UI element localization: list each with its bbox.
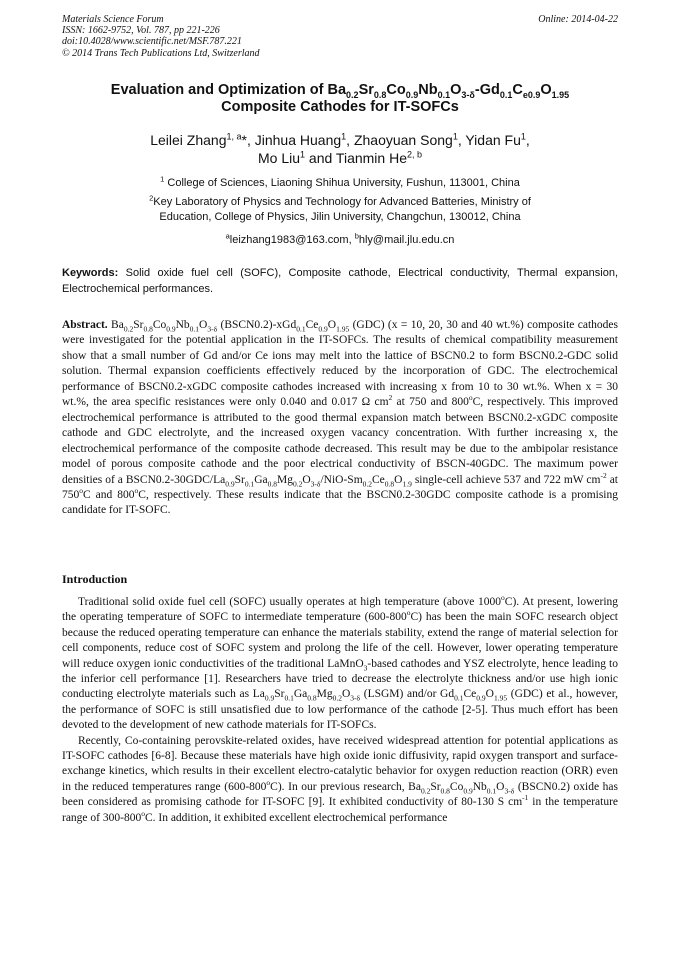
keywords-text: Solid oxide fuel cell (SOFC), Composite cathode, Electrical conductivity, Thermal expansion, Electrochemical performances. <box>62 267 618 295</box>
journal-copyright: © 2014 Trans Tech Publications Ltd, Switzerland <box>62 47 260 59</box>
online-date: Online: 2014-04-22 <box>538 14 618 25</box>
author-emails: $^a$leizhang1983@163.com, $^b$hly@mail.jlu.edu.cn <box>225 231 455 246</box>
intro-paragraph-2: Recently, Co-containing perovskite-related oxides, have received widespread attention for potential applications as IT-SOFC cathodes [6-8]. Because these materials have high oxide ionic diffusivity, rapid oxygen transport and surface-exchange kinetics, which results in their excellent electro-catalytic behavior for oxygen reduction reaction (ORR) even in the reduced temperatures range (600-800$^o$C). In our previous research, $Ba_{0.2}Sr_{0.8}Co_{0.9}Nb_{0.1}O_{3-\delta}$ (BSCN0.2) oxide has been considered as promising cathode for IT-SOFC [9]. It exhibited conductivity of 80-130 S $cm^{-1}$ in the temperature range of 300-800$^o$C. In addition, it exhibited excellent electrochemical performance <box>62 734 619 824</box>
intro-paragraph-1: Traditional solid oxide fuel cell (SOFC) usually operates at high temperature (above 1000$^o$C). At present, lowering the operating temperature of SOFC to intermediate temperature (600-800$^o$C) has been the main SOFC research object because the reduced operating temperature can enhance the materials stability, extend the range of material selection for cell components, reduce cost of SOFC system and prolong the life of the cell. However, lower operating temperature will reduce oxygen ionic conductivities of the traditional LaMnO$_3$-based cathodes and YSZ electrolyte, hence leading to the inferior cell performance [1]. Researchers have tried to decrease the electrolyte thickness and/or use high ionic conducting electrolyte materials such as $La_{0.9}Sr_{0.1}Ga_{0.8}Mg_{0.2}O_{3-\delta}$ (LSGM) and/or $Gd_{0.1}Ce_{0.9}O_{1.95}$ (GDC) et al., however, the performance of SOFC is still unsatisfied due to low performance of the cathode [2-5]. Thus much effort has been devoted to the development of new cathode materials for IT-SOFCs. <box>62 593 619 732</box>
introduction-body <box>62 595 618 826</box>
affiliation-1: $^1$ College of Sciences, Liaoning Shihua University, Fushun, 113001, China <box>160 174 520 189</box>
email-a-link[interactable]: leizhang1983@163.com, <box>229 234 355 246</box>
abstract-label: Abstract. <box>62 319 108 331</box>
journal-header <box>62 14 618 59</box>
journal-issn: ISSN: 1662-9752, Vol. 787, pp 221-226 <box>62 25 220 37</box>
keywords-label: Keywords: <box>62 267 119 279</box>
keywords-section <box>62 266 618 297</box>
email-b-link[interactable]: hly@mail.jlu.edu.cn <box>358 234 455 246</box>
author-list: Leilei Zhang$^{1, a}$*, Jinhua Huang$^1$, Zhaoyuan Song$^1$, Yidan Fu$^1$, Mo Liu$^1$ and Tianmin He$^{2, b}$ <box>150 131 530 166</box>
journal-name: Materials Science Forum <box>62 14 164 25</box>
journal-doi: doi:10.4028/www.scientific.net/MSF.787.221 <box>62 36 242 48</box>
affiliation-2: $^2$Key Laboratory of Physics and Technology for Advanced Batteries, Ministry of Education, College of Physics, Jilin University, Changchun, 130012, China <box>149 193 531 223</box>
introduction-heading: Introduction <box>62 572 128 586</box>
paper-title-line2: Composite Cathodes for IT-SOFCs <box>221 99 459 115</box>
journal-info <box>62 14 618 59</box>
paper-title: Evaluation and Optimization of $Ba_{0.2}Sr_{0.8}Co_{0.9}Nb_{0.1}O_{3-\delta}-Gd_{0.1}C_{e0.9}O_{1.95}$ Composite Cathodes for IT-SOFCs <box>110 82 570 115</box>
abstract-section: Abstract. $Ba_{0.2}Sr_{0.8}Co_{0.9}Nb_{0.1}O_{3-\delta}$ $(BSCN0.2)-xGd_{0.1}Ce_{0.9}O_{1.95}$ (GDC) (x = 10, 20, 30 and 40 wt.%) composite cathodes were investigated for the potential application in the IT-SOFCs. The results of chemical compatibility measurement show that a small number of Gd and/or Ce ions may melt into the lattice of BSCN0.2 to form BSCN0.2-GDC solid solution. Thermal expansion coefficients effectively reduced by the incorporation of GDC. The electrochemical performance of BSCN0.2-xGDC composite cathodes increased with increasing x from 10 to 30 wt.%. When x = 30 wt.%, the area specific resistances were only 0.040 and 0.017 Ω $cm^2$ at 750 and 800$^o$C, respectively. This improved electrochemical performance is attributed to the good thermal expansion match between BSCN0.2-xGDC composite cathode and GDC electrolyte, and the increased oxygen vacancy concentration. With further increasing x, the electrochemical performance of the composite cathode decreased. This result may be due to the ambipolar resistance model of porous composite cathode and the poor electrical conductivity of BSCN-40GDC. The maximum power densities of a $BSCN0.2-30GDC/La_{0.9}Sr_{0.1}Ga_{0.8}Mg_{0.2}O_{3-\delta}/NiO-Sm_{0.2}Ce_{0.8}O_{1.9}$ single-cell achieve 537 and 722 mW $cm^{-2}$ at 750$^o$C and 800$^o$C, respectively. These results indicate that the BSCN0.2-30GDC composite cathode is a promising candidate for IT-SOFC. <box>62 319 619 517</box>
